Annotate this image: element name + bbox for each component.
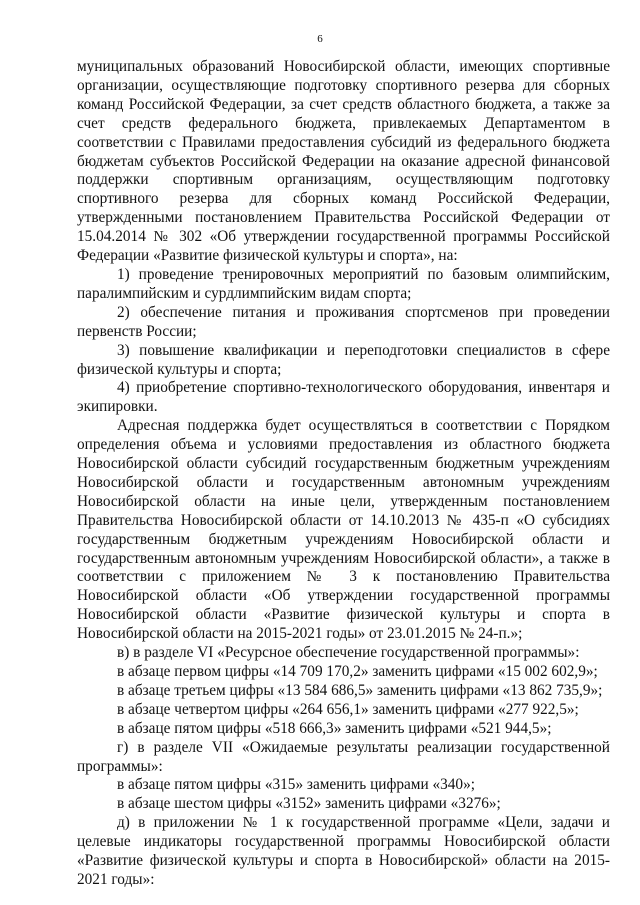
list-item-2: 2) обеспечение питания и проживания спортсменов при проведении первенств России;	[77, 303, 610, 340]
amendment-line: в абзаце пятом цифры «518 666,3» заменить цифрами «521 944,5»;	[117, 719, 552, 737]
list-item-3: 3) повышение квалификации и переподготовки специалистов в сфере физической культуры и спорта;	[77, 341, 610, 378]
paragraph-continuation: муниципальных образований Новосибирской области, имеющих спортивные организации, осуществляющие подготовку спортивного резерва для сборных команд Российской Федерации, за счет средств областного бюджета, а также за счет средств федерального бюджета, привлекаемых Департаментом в соответствии с Правилами предоставления субсидий из федерального бюджета бюджетам субъектов Российской Федерации на оказание адресной финансовой поддержки спортивным организациям, осуществляющим подготовку спортивного резерва для сборных команд Российской Федерации, утвержденными постановлением Правительства Российской Федерации от 15.04.2014 № 302 «Об утверждении государственной программы Российской Федерации «Развитие физической культуры и спорта», на:	[77, 58, 610, 265]
list-item-1: 1) проведение тренировочных мероприятий по базовым олимпийским, паралимпийским и сурдлимпийским видам спорта;	[77, 265, 610, 302]
paragraph-appendix-1: д) в приложении № 1 к государственной программе «Цели, задачи и целевые индикаторы государственной программы Новосибирской области «Развитие физической культуры и спорта в Новосибирской» области на 2015-2021 годы»:	[77, 814, 610, 888]
amendment-line: в абзаце первом цифры «14 709 170,2» заменить цифрами «15 002 602,9»;	[117, 663, 598, 680]
amendment-line: в абзаце пятом цифры «315» заменить цифрами «340»;	[117, 776, 475, 794]
list-item-4: 4) приобретение спортивно-технологического оборудования, инвентаря и экипировки.	[77, 379, 610, 416]
page-number: 6	[317, 33, 323, 45]
amendment-line: в абзаце шестом цифры «3152» заменить цифрами «3276»;	[117, 795, 501, 813]
paragraph-section-vii: г) в разделе VII «Ожидаемые результаты реализации государственной программы»:	[77, 738, 610, 775]
paragraph-section-vi: в) в разделе VI «Ресурсное обеспечение государственной программы»:	[117, 644, 580, 662]
document-body	[77, 58, 610, 890]
amendment-line: в абзаце третьем цифры «13 584 686,5» заменить цифрами «13 862 735,9»;	[117, 681, 603, 699]
paragraph-support: Адресная поддержка будет осуществляться в соответствии с Порядком определения объема и условиями предоставления из областного бюджета Новосибирской области субсидий государственным бюджетным учреждениям Новосибирской области и государственным автономным учреждениям Новосибирской области на иные цели, утвержденным постановлением Правительства Новосибирской области от 14.10.2013 № 435-п «О субсидиях государственным бюджетным учреждениям Новосибирской области и государственным автономным учреждениям Новосибирской области», а также в соответствии с приложением № 3 к постановлению Правительства Новосибирской области «Об утверждении государственной программы Новосибирской области «Развитие физической культуры и спорта в Новосибирской области на 2015-2021 годы» от 23.01.2015 № 24-п.»;	[77, 417, 610, 643]
amendment-line: в абзаце четвертом цифры «264 656,1» заменить цифрами «277 922,5»;	[117, 700, 579, 718]
